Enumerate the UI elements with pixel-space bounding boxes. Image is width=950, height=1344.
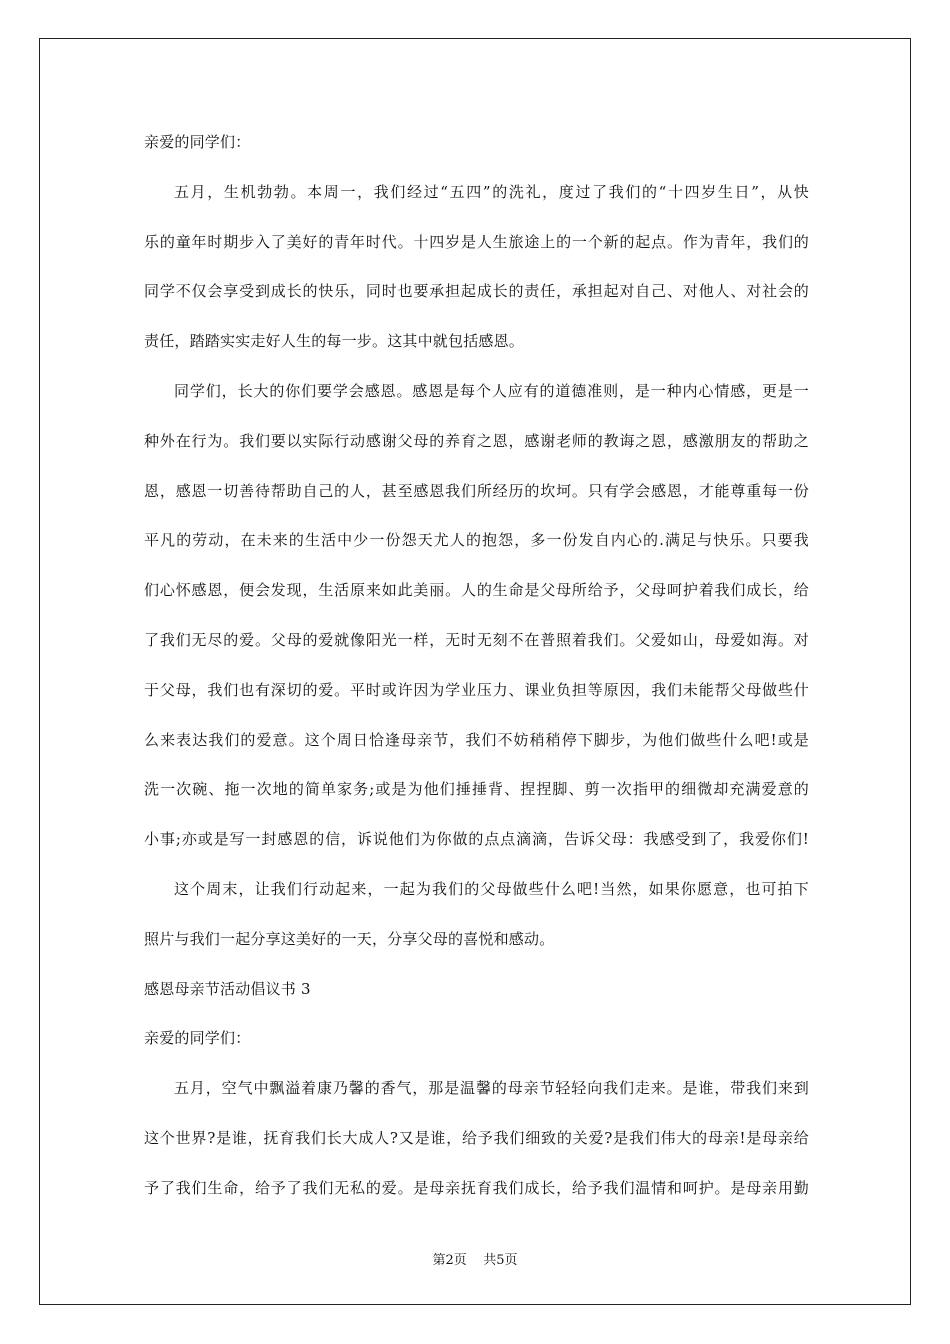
paragraph-line: 责任，踏踏实实走好人生的每一步。这其中就包括感恩。 — [144, 332, 525, 351]
paragraph-line: 这个周末，让我们行动起来，一起为我们的父母做些什么吧!当然，如果你愿意，也可拍下 — [174, 879, 809, 898]
paragraph-line: 同学不仅会享受到成长的快乐，同时也要承担起成长的责任，承担起对自己、对他人、对社会的 — [144, 282, 809, 301]
paragraph-line: 恩，感恩一切善待帮助自己的人，甚至感恩我们所经历的坎坷。只有学会感恩，才能尊重每一份 — [144, 481, 809, 500]
page-number: 第2页 共5页 — [432, 1253, 518, 1268]
paragraph-line: 这个世界?是谁，抚育我们长大成人?又是谁，给予我们细致的关爱?是我们伟大的母亲!是母亲给 — [144, 1128, 809, 1147]
paragraph-line: 于父母，我们也有深切的爱。平时或许因为学业压力、课业负担等原因，我们未能帮父母做些什 — [144, 680, 809, 699]
paragraph-line: 种外在行为。我们要以实际行动感谢父母的养育之恩，感谢老师的教诲之恩，感激朋友的帮助之 — [144, 431, 809, 450]
document-body — [144, 118, 809, 1214]
salutation: 亲爱的同学们： — [144, 133, 251, 151]
paragraph-line: 予了我们生命，给予了我们无私的爱。是母亲抚育我们成长，给予我们温情和呵护。是母亲用勤 — [144, 1178, 809, 1197]
paragraph-line: 五月，空气中飘溢着康乃馨的香气，那是温馨的母亲节轻轻向我们走来。是谁，带我们来到 — [174, 1079, 809, 1098]
paragraph-line: 洗一次碗、拖一次地的简单家务;或是为他们捶捶背、捏捏脚、剪一次指甲的细微却充满爱意的 — [144, 780, 809, 799]
paragraph-line: 五月，生机勃勃。本周一，我们经过“五四”的洗礼，度过了我们的“十四岁生日”，从快 — [174, 182, 809, 201]
paragraph-line: 么来表达我们的爱意。这个周日恰逢母亲节，我们不妨稍稍停下脚步，为他们做些什么吧!或是 — [144, 730, 809, 749]
salutation: 亲爱的同学们： — [144, 1029, 251, 1048]
paragraph-line: 了我们无尽的爱。父母的爱就像阳光一样，无时无刻不在普照着我们。父爱如山，母爱如海。对 — [144, 630, 809, 649]
paragraph-line: 们心怀感恩，便会发现，生活原来如此美丽。人的生命是父母所给予，父母呵护着我们成长，给 — [144, 581, 809, 600]
paragraph-line: 同学们，长大的你们要学会感恩。感恩是每个人应有的道德准则，是一种内心情感，更是一 — [174, 381, 809, 400]
paragraph-line: 小事;亦或是写一封感恩的信，诉说他们为你做的点点滴滴，告诉父母：我感受到了，我爱你们! — [144, 830, 809, 849]
paragraph-line: 乐的童年时期步入了美好的青年时代。十四岁是人生旅途上的一个新的起点。作为青年，我们的 — [144, 232, 809, 251]
section-heading: 感恩母亲节活动倡议书 3 — [144, 979, 311, 998]
paragraph-line: 平凡的劳动，在未来的生活中少一份怨天尤人的抱怨，多一份发自内心的.满足与快乐。只要我 — [144, 531, 809, 550]
paragraph-line: 照片与我们一起分享这美好的一天，分享父母的喜悦和感动。 — [144, 929, 555, 948]
